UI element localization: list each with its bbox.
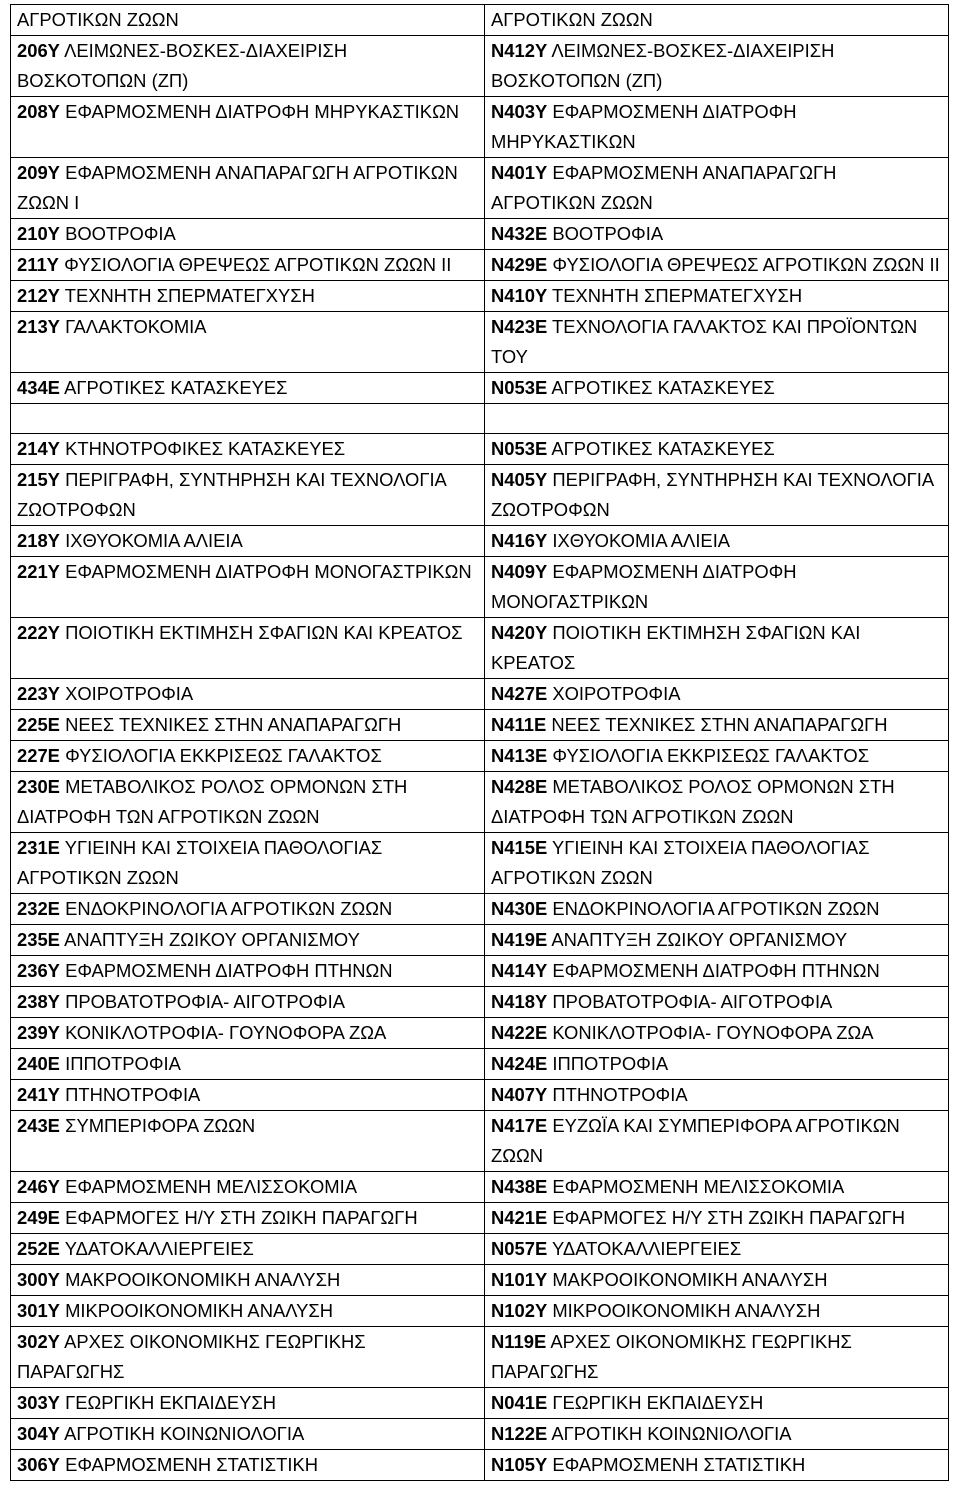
course-title: ΤΕΧΝΗΤΗ ΣΠΕΡΜΑΤΕΓΧΥΣΗ — [552, 285, 803, 306]
course-title: ΜΕΤΑΒΟΛΙΚΟΣ ΡΟΛΟΣ ΟΡΜΟΝΩΝ ΣΤΗ ΔΙΑΤΡΟΦΗ ΤΩΝ ΑΓΡΟΤΙΚΩΝ ΖΩΩΝ — [491, 776, 895, 827]
old-course-cell — [11, 557, 485, 618]
new-course-cell — [485, 741, 949, 772]
course-code: 243Ε — [17, 1115, 60, 1136]
course-title: ΕΝΔΟΚΡΙΝΟΛΟΓΙΑ ΑΓΡΟΤΙΚΩΝ ΖΩΩΝ — [552, 898, 880, 919]
course-code: 300Υ — [17, 1269, 60, 1290]
new-course-cell — [485, 5, 949, 36]
old-course-cell — [11, 312, 485, 373]
course-title: ΓΑΛΑΚΤΟΚΟΜΙΑ — [65, 316, 207, 337]
course-title: ΕΥΖΩΪΑ ΚΑΙ ΣΥΜΠΕΡΙΦΟΡΑ ΑΓΡΟΤΙΚΩΝ ΖΩΩΝ — [491, 1115, 900, 1166]
course-code: Ν409Υ — [491, 561, 548, 582]
new-course-cell — [485, 434, 949, 465]
table-row — [11, 925, 949, 956]
new-course-cell — [485, 1419, 949, 1450]
course-title: ΑΓΡΟΤΙΚΕΣ ΚΑΤΑΣΚΕΥΕΣ — [551, 438, 775, 459]
course-title: ΙΧΘΥΟΚΟΜΙΑ ΑΛΙΕΙΑ — [552, 530, 731, 551]
new-course-cell — [485, 526, 949, 557]
course-title: ΛΕΙΜΩΝΕΣ-ΒΟΣΚΕΣ-ΔΙΑΧΕΙΡΙΣΗ ΒΟΣΚΟΤΟΠΩΝ (ΖΠ) — [17, 40, 348, 91]
course-title: ΠΕΡΙΓΡΑΦΗ, ΣΥΝΤΗΡΗΣΗ ΚΑΙ ΤΕΧΝΟΛΟΓΙΑ ΖΩΟΤΡΟΦΩΝ — [491, 469, 934, 520]
course-title: ΒΟΟΤΡΟΦΙΑ — [65, 223, 176, 244]
course-code: 434Ε — [17, 377, 60, 398]
new-course-cell — [485, 833, 949, 894]
course-title: ΕΝΔΟΚΡΙΝΟΛΟΓΙΑ ΑΓΡΟΤΙΚΩΝ ΖΩΩΝ — [65, 898, 393, 919]
course-code: Ν429Ε — [491, 254, 548, 275]
course-title: ΑΓΡΟΤΙΚΗ ΚΟΙΝΩΝΙΟΛΟΓΙΑ — [551, 1423, 792, 1444]
course-title: ΛΕΙΜΩΝΕΣ-ΒΟΣΚΕΣ-ΔΙΑΧΕΙΡΙΣΗ ΒΟΣΚΟΤΟΠΩΝ (ΖΠ) — [491, 40, 835, 91]
old-course-cell — [11, 1080, 485, 1111]
course-code: Ν412Υ — [491, 40, 548, 61]
new-course-cell — [485, 956, 949, 987]
table-row — [11, 894, 949, 925]
course-code: Ν419Ε — [491, 929, 548, 950]
old-course-cell — [11, 833, 485, 894]
new-course-cell — [485, 465, 949, 526]
course-code: 301Υ — [17, 1300, 60, 1321]
course-title: ΥΓΙΕΙΝΗ ΚΑΙ ΣΤΟΙΧΕΙΑ ΠΑΘΟΛΟΓΙΑΣ ΑΓΡΟΤΙΚΩΝ ΖΩΩΝ — [17, 837, 383, 888]
course-title: ΕΦΑΡΜΟΣΜΕΝΗ ΔΙΑΤΡΟΦΗ ΜΟΝΟΓΑΣΤΡΙΚΩΝ — [491, 561, 797, 612]
course-code: Ν053Ε — [491, 377, 548, 398]
table-row — [11, 987, 949, 1018]
course-title: ΕΦΑΡΜΟΣΜΕΝΗ ΜΕΛΙΣΣΟΚΟΜΙΑ — [65, 1176, 357, 1197]
course-title: ΠΕΡΙΓΡΑΦΗ, ΣΥΝΤΗΡΗΣΗ ΚΑΙ ΤΕΧΝΟΛΟΓΙΑ ΖΩΟΤΡΟΦΩΝ — [17, 469, 446, 520]
old-course-cell — [11, 5, 485, 36]
course-code: 222Υ — [17, 622, 60, 643]
course-code: 249Ε — [17, 1207, 60, 1228]
course-title: ΑΝΑΠΤΥΞΗ ΖΩΙΚΟΥ ΟΡΓΑΝΙΣΜΟΥ — [551, 929, 848, 950]
course-code: Ν413Ε — [491, 745, 548, 766]
course-title: ΑΝΑΠΤΥΞΗ ΖΩΙΚΟΥ ΟΡΓΑΝΙΣΜΟΥ — [64, 929, 360, 950]
old-course-cell — [11, 618, 485, 679]
course-title: ΙΠΠΟΤΡΟΦΙΑ — [552, 1053, 669, 1074]
course-title: ΕΦΑΡΜΟΣΜΕΝΗ ΣΤΑΤΙΣΤΙΚΗ — [65, 1454, 319, 1475]
table-row — [11, 5, 949, 36]
course-title: ΑΓΡΟΤΙΚΕΣ ΚΑΤΑΣΚΕΥΕΣ — [64, 377, 288, 398]
course-code: 214Υ — [17, 438, 60, 459]
table-row — [11, 1234, 949, 1265]
course-title: ΦΥΣΙΟΛΟΓΙΑ ΘΡΕΨΕΩΣ ΑΓΡΟΤΙΚΩΝ ΖΩΩΝ ΙΙ — [552, 254, 940, 275]
table-row — [11, 1388, 949, 1419]
old-course-cell — [11, 1265, 485, 1296]
course-title: ΕΦΑΡΜΟΣΜΕΝΗ ΔΙΑΤΡΟΦΗ ΠΤΗΝΩΝ — [65, 960, 393, 981]
new-course-cell — [485, 1388, 949, 1419]
course-code: Ν428Ε — [491, 776, 548, 797]
course-code: 232Ε — [17, 898, 60, 919]
course-title: ΜΙΚΡΟΟΙΚΟΝΟΜΙΚΗ ΑΝΑΛΥΣΗ — [552, 1300, 821, 1321]
course-code: 231Ε — [17, 837, 60, 858]
new-course-cell — [485, 158, 949, 219]
course-title: ΕΦΑΡΜΟΣΜΕΝΗ ΔΙΑΤΡΟΦΗ ΜΗΡΥΚΑΣΤΙΚΩΝ — [491, 101, 797, 152]
table-row — [11, 956, 949, 987]
course-code: Ν101Υ — [491, 1269, 548, 1290]
old-course-cell — [11, 1234, 485, 1265]
table-row — [11, 158, 949, 219]
course-code: Ν415Ε — [491, 837, 548, 858]
course-title: ΦΥΣΙΟΛΟΓΙΑ ΕΚΚΡΙΣΕΩΣ ΓΑΛΑΚΤΟΣ — [65, 745, 382, 766]
course-title: ΕΦΑΡΜΟΣΜΕΝΗ ΔΙΑΤΡΟΦΗ ΜΗΡΥΚΑΣΤΙΚΩΝ — [65, 101, 460, 122]
new-course-cell — [485, 894, 949, 925]
course-code: 227Ε — [17, 745, 60, 766]
new-course-cell — [485, 1172, 949, 1203]
course-code: 223Υ — [17, 683, 60, 704]
course-title: ΠΡΟΒΑΤΟΤΡΟΦΙΑ- ΑΙΓΟΤΡΟΦΙΑ — [552, 991, 833, 1012]
course-code: 212Υ — [17, 285, 60, 306]
table-row — [11, 434, 949, 465]
course-code: Ν421Ε — [491, 1207, 548, 1228]
course-code: 221Υ — [17, 561, 60, 582]
new-course-cell — [485, 250, 949, 281]
table-row — [11, 36, 949, 97]
course-code: Ν102Υ — [491, 1300, 548, 1321]
old-course-cell — [11, 1327, 485, 1388]
course-code: 218Υ — [17, 530, 60, 551]
course-code: Ν105Υ — [491, 1454, 548, 1475]
section-divider — [11, 404, 949, 434]
course-title: ΙΠΠΟΤΡΟΦΙΑ — [65, 1053, 181, 1074]
course-title: ΚΤΗΝΟΤΡΟΦΙΚΕΣ ΚΑΤΑΣΚΕΥΕΣ — [65, 438, 346, 459]
course-title: ΙΧΘΥΟΚΟΜΙΑ ΑΛΙΕΙΑ — [65, 530, 243, 551]
course-title: ΑΓΡΟΤΙΚΕΣ ΚΑΤΑΣΚΕΥΕΣ — [551, 377, 775, 398]
course-title: ΜΑΚΡΟΟΙΚΟΝΟΜΙΚΗ ΑΝΑΛΥΣΗ — [65, 1269, 341, 1290]
course-code: Ν053Ε — [491, 438, 548, 459]
new-course-cell — [485, 679, 949, 710]
course-code: 225Ε — [17, 714, 60, 735]
course-title: ΓΕΩΡΓΙΚΗ ΕΚΠΑΙΔΕΥΣΗ — [552, 1392, 764, 1413]
table-row — [11, 219, 949, 250]
course-title: ΑΓΡΟΤΙΚΩΝ ΖΩΩΝ — [491, 9, 653, 30]
new-course-cell — [485, 1203, 949, 1234]
table-row — [11, 1450, 949, 1481]
course-title: ΠΡΟΒΑΤΟΤΡΟΦΙΑ- ΑΙΓΟΤΡΟΦΙΑ — [65, 991, 346, 1012]
table-row — [11, 1049, 949, 1080]
course-title: ΑΡΧΕΣ ΟΙΚΟΝΟΜΙΚΗΣ ΓΕΩΡΓΙΚΗΣ ΠΑΡΑΓΩΓΗΣ — [17, 1331, 366, 1382]
course-title: ΚΟΝΙΚΛΟΤΡΟΦΙΑ- ΓΟΥΝΟΦΟΡΑ ΖΩΑ — [65, 1022, 387, 1043]
course-code: 239Υ — [17, 1022, 60, 1043]
course-code: 235Ε — [17, 929, 60, 950]
course-code: 210Υ — [17, 223, 60, 244]
new-course-cell — [485, 1296, 949, 1327]
table-row — [11, 373, 949, 404]
table-row — [11, 312, 949, 373]
course-code: Ν424Ε — [491, 1053, 548, 1074]
course-title: ΠΤΗΝΟΤΡΟΦΙΑ — [552, 1084, 688, 1105]
course-title: ΒΟΟΤΡΟΦΙΑ — [552, 223, 664, 244]
old-course-cell — [11, 36, 485, 97]
new-course-cell — [485, 618, 949, 679]
course-title: ΚΟΝΙΚΛΟΤΡΟΦΙΑ- ΓΟΥΝΟΦΟΡΑ ΖΩΑ — [552, 1022, 874, 1043]
old-course-cell — [11, 1049, 485, 1080]
course-title: ΠΟΙΟΤΙΚΗ ΕΚΤΙΜΗΣΗ ΣΦΑΓΙΩΝ ΚΑΙ ΚΡΕΑΤΟΣ — [491, 622, 861, 673]
table-row — [11, 1172, 949, 1203]
old-course-cell — [11, 1450, 485, 1481]
course-code: Ν418Υ — [491, 991, 548, 1012]
course-code: Ν438Ε — [491, 1176, 548, 1197]
course-title: ΕΦΑΡΜΟΣΜΕΝΗ ΔΙΑΤΡΟΦΗ ΠΤΗΝΩΝ — [552, 960, 880, 981]
course-title: ΝΕΕΣ ΤΕΧΝΙΚΕΣ ΣΤΗΝ ΑΝΑΠΑΡΑΓΩΓΗ — [551, 714, 888, 735]
old-course-cell — [11, 710, 485, 741]
table-row — [11, 618, 949, 679]
course-title: ΕΦΑΡΜΟΓΕΣ Η/Υ ΣΤΗ ΖΩΙΚΗ ΠΑΡΑΓΩΓΗ — [65, 1207, 418, 1228]
old-course-cell — [11, 158, 485, 219]
old-course-cell — [11, 741, 485, 772]
new-course-cell — [485, 1265, 949, 1296]
old-course-cell — [11, 434, 485, 465]
course-code: Ν401Υ — [491, 162, 548, 183]
new-course-cell — [485, 1327, 949, 1388]
old-course-cell — [11, 373, 485, 404]
table-row — [11, 97, 949, 158]
course-code: 230Ε — [17, 776, 60, 797]
course-code: Ν427Ε — [491, 683, 548, 704]
new-course-cell — [485, 1018, 949, 1049]
table-row — [11, 679, 949, 710]
new-course-cell — [485, 1049, 949, 1080]
course-code: 304Υ — [17, 1423, 60, 1444]
table-row — [11, 1327, 949, 1388]
table-row — [11, 1265, 949, 1296]
old-course-cell — [11, 1018, 485, 1049]
course-code: 246Υ — [17, 1176, 60, 1197]
course-title: ΜΕΤΑΒΟΛΙΚΟΣ ΡΟΛΟΣ ΟΡΜΟΝΩΝ ΣΤΗ ΔΙΑΤΡΟΦΗ ΤΩΝ ΑΓΡΟΤΙΚΩΝ ΖΩΩΝ — [17, 776, 408, 827]
new-course-cell — [485, 1080, 949, 1111]
course-title: ΥΔΑΤΟΚΑΛΛΙΕΡΓΕΙΕΣ — [552, 1238, 742, 1259]
old-course-cell — [11, 1172, 485, 1203]
old-course-cell — [11, 250, 485, 281]
course-code: Ν057Ε — [491, 1238, 548, 1259]
new-course-cell — [485, 710, 949, 741]
course-code: 241Υ — [17, 1084, 60, 1105]
new-course-cell — [485, 557, 949, 618]
old-course-cell — [11, 956, 485, 987]
new-course-cell — [485, 772, 949, 833]
old-course-cell — [11, 526, 485, 557]
old-course-cell — [11, 772, 485, 833]
course-title: ΑΓΡΟΤΙΚΗ ΚΟΙΝΩΝΙΟΛΟΓΙΑ — [64, 1423, 305, 1444]
table-row — [11, 1111, 949, 1172]
course-code: 206Υ — [17, 40, 60, 61]
course-code: Ν403Υ — [491, 101, 548, 122]
new-course-cell — [485, 1111, 949, 1172]
course-code: 306Υ — [17, 1454, 60, 1475]
course-code: 211Υ — [17, 254, 59, 275]
table-row — [11, 465, 949, 526]
course-code: 236Υ — [17, 960, 60, 981]
course-equivalence-table — [10, 4, 949, 1481]
new-course-cell — [485, 281, 949, 312]
course-code: Ν423Ε — [491, 316, 548, 337]
course-code: Ν119Ε — [491, 1331, 547, 1352]
table-row — [11, 772, 949, 833]
new-course-cell — [485, 219, 949, 250]
old-course-cell — [11, 1203, 485, 1234]
course-title: ΦΥΣΙΟΛΟΓΙΑ ΘΡΕΨΕΩΣ ΑΓΡΟΤΙΚΩΝ ΖΩΩΝ ΙΙ — [64, 254, 452, 275]
course-code: 240Ε — [17, 1053, 60, 1074]
old-course-cell — [11, 1296, 485, 1327]
table-row — [11, 1203, 949, 1234]
table-row — [11, 1419, 949, 1450]
course-title: ΜΙΚΡΟΟΙΚΟΝΟΜΙΚΗ ΑΝΑΛΥΣΗ — [65, 1300, 334, 1321]
old-course-cell — [11, 679, 485, 710]
table-row — [11, 281, 949, 312]
course-code: 302Υ — [17, 1331, 60, 1352]
old-course-cell — [11, 97, 485, 158]
course-title: ΦΥΣΙΟΛΟΓΙΑ ΕΚΚΡΙΣΕΩΣ ΓΑΛΑΚΤΟΣ — [552, 745, 870, 766]
course-code: Ν041Ε — [491, 1392, 548, 1413]
course-code: Ν416Υ — [491, 530, 548, 551]
table-row — [11, 741, 949, 772]
table-row — [11, 1080, 949, 1111]
new-course-cell — [485, 925, 949, 956]
course-code: Ν420Υ — [491, 622, 548, 643]
new-course-cell — [485, 373, 949, 404]
table-row — [11, 250, 949, 281]
course-title: ΕΦΑΡΜΟΓΕΣ Η/Υ ΣΤΗ ΖΩΙΚΗ ΠΑΡΑΓΩΓΗ — [552, 1207, 905, 1228]
course-title: ΧΟΙΡΟΤΡΟΦΙΑ — [552, 683, 681, 704]
new-course-cell — [485, 312, 949, 373]
old-course-cell — [11, 925, 485, 956]
course-code: 303Υ — [17, 1392, 60, 1413]
course-title: ΕΦΑΡΜΟΣΜΕΝΗ ΜΕΛΙΣΣΟΚΟΜΙΑ — [552, 1176, 845, 1197]
table-body — [11, 5, 949, 1481]
course-title: ΠΤΗΝΟΤΡΟΦΙΑ — [65, 1084, 201, 1105]
empty-cell — [485, 404, 949, 434]
course-code: Ν422Ε — [491, 1022, 548, 1043]
old-course-cell — [11, 281, 485, 312]
course-code: 252Ε — [17, 1238, 60, 1259]
course-code: Ν432Ε — [491, 223, 548, 244]
new-course-cell — [485, 97, 949, 158]
course-title: ΥΓΙΕΙΝΗ ΚΑΙ ΣΤΟΙΧΕΙΑ ΠΑΘΟΛΟΓΙΑΣ ΑΓΡΟΤΙΚΩΝ ΖΩΩΝ — [491, 837, 870, 888]
new-course-cell — [485, 987, 949, 1018]
empty-cell — [11, 404, 485, 434]
course-code: 238Υ — [17, 991, 60, 1012]
table-row — [11, 1018, 949, 1049]
table-row — [11, 1296, 949, 1327]
course-title: ΑΓΡΟΤΙΚΩΝ ΖΩΩΝ — [17, 9, 179, 30]
old-course-cell — [11, 1111, 485, 1172]
old-course-cell — [11, 465, 485, 526]
course-title: ΑΡΧΕΣ ΟΙΚΟΝΟΜΙΚΗΣ ΓΕΩΡΓΙΚΗΣ ΠΑΡΑΓΩΓΗΣ — [491, 1331, 852, 1382]
course-title: ΤΕΧΝΗΤΗ ΣΠΕΡΜΑΤΕΓΧΥΣΗ — [64, 285, 315, 306]
course-title: ΕΦΑΡΜΟΣΜΕΝΗ ΣΤΑΤΙΣΤΙΚΗ — [552, 1454, 806, 1475]
course-code: Ν405Υ — [491, 469, 548, 490]
course-code: Ν411Ε — [491, 714, 547, 735]
course-code: Ν410Υ — [491, 285, 548, 306]
table-row — [11, 557, 949, 618]
table-row — [11, 526, 949, 557]
course-title: ΝΕΕΣ ΤΕΧΝΙΚΕΣ ΣΤΗΝ ΑΝΑΠΑΡΑΓΩΓΗ — [65, 714, 402, 735]
course-code: 213Υ — [17, 316, 60, 337]
course-code: Ν417Ε — [491, 1115, 548, 1136]
table-row — [11, 833, 949, 894]
old-course-cell — [11, 987, 485, 1018]
course-title: ΜΑΚΡΟΟΙΚΟΝΟΜΙΚΗ ΑΝΑΛΥΣΗ — [552, 1269, 828, 1290]
course-code: Ν122Ε — [491, 1423, 548, 1444]
course-title: ΤΕΧΝΟΛΟΓΙΑ ΓΑΛΑΚΤΟΣ ΚΑΙ ΠΡΟΪΟΝΤΩΝ ΤΟΥ — [491, 316, 918, 367]
course-code: 209Υ — [17, 162, 60, 183]
new-course-cell — [485, 1450, 949, 1481]
course-code: Ν430Ε — [491, 898, 548, 919]
old-course-cell — [11, 1419, 485, 1450]
course-code: 215Υ — [17, 469, 60, 490]
table-row — [11, 710, 949, 741]
course-title: ΠΟΙΟΤΙΚΗ ΕΚΤΙΜΗΣΗ ΣΦΑΓΙΩΝ ΚΑΙ ΚΡΕΑΤΟΣ — [65, 622, 463, 643]
old-course-cell — [11, 894, 485, 925]
old-course-cell — [11, 1388, 485, 1419]
course-title: ΕΦΑΡΜΟΣΜΕΝΗ ΑΝΑΠΑΡΑΓΩΓΗ ΑΓΡΟΤΙΚΩΝ ΖΩΩΝ Ι — [17, 162, 458, 213]
new-course-cell — [485, 1234, 949, 1265]
course-title: ΧΟΙΡΟΤΡΟΦΙΑ — [65, 683, 194, 704]
course-title: ΕΦΑΡΜΟΣΜΕΝΗ ΑΝΑΠΑΡΑΓΩΓΗ ΑΓΡΟΤΙΚΩΝ ΖΩΩΝ — [491, 162, 837, 213]
course-title: ΣΥΜΠΕΡΙΦΟΡΑ ΖΩΩΝ — [65, 1115, 256, 1136]
course-title: ΥΔΑΤΟΚΑΛΛΙΕΡΓΕΙΕΣ — [64, 1238, 254, 1259]
course-code: Ν414Υ — [491, 960, 548, 981]
old-course-cell — [11, 219, 485, 250]
new-course-cell — [485, 36, 949, 97]
course-code: 208Υ — [17, 101, 60, 122]
course-title: ΕΦΑΡΜΟΣΜΕΝΗ ΔΙΑΤΡΟΦΗ ΜΟΝΟΓΑΣΤΡΙΚΩΝ — [65, 561, 472, 582]
course-code: Ν407Υ — [491, 1084, 548, 1105]
course-title: ΓΕΩΡΓΙΚΗ ΕΚΠΑΙΔΕΥΣΗ — [65, 1392, 277, 1413]
